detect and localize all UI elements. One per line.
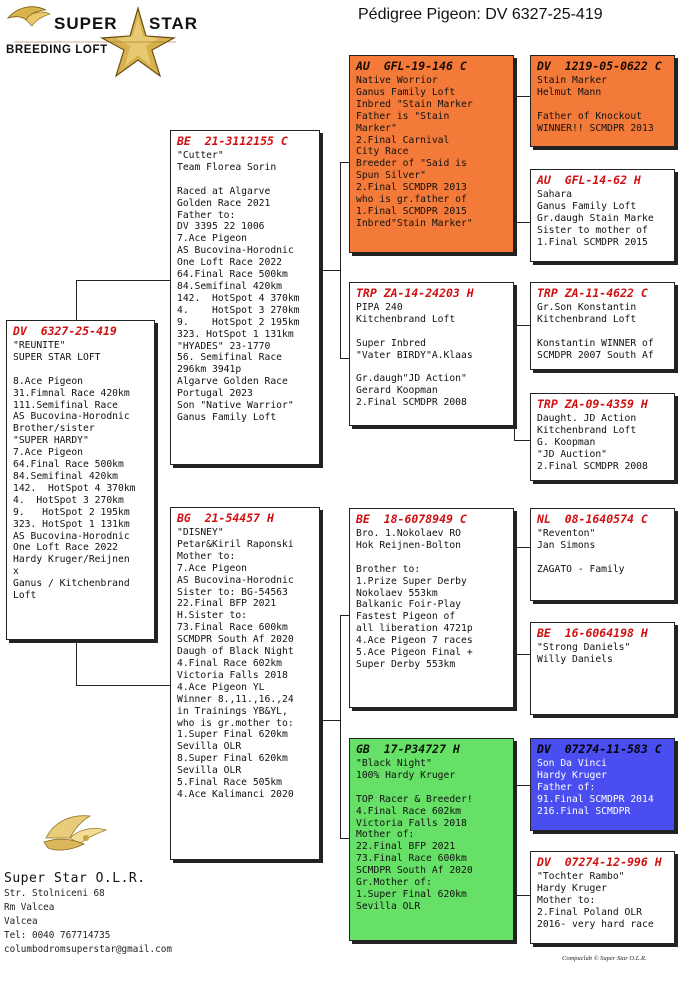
ring-number: DV 6327-25-419 [13, 324, 117, 338]
ring-number: BE 21-3112155 C [177, 134, 288, 148]
ring-number: DV 07274-11-583 C [537, 742, 662, 756]
pigeon-info: "Reventon" Jan Simons ZAGATO - Family [537, 528, 625, 575]
dove-logo-icon [40, 808, 110, 862]
pigeon-info: Bro. 1.Nokolaev RO Hok Reijnen-Bolton Brother to: 1.Prize Super Derby Nokolaev 553km Balkanic Foir-Play Fastest Pigeon of all liberation 4721p 4.Ace Pigeon 7 races 5.Ace Pigeon Final + Super Derby 553km [356, 528, 473, 670]
page-title: Pédigree Pigeon: DV 6327-25-419 [358, 6, 603, 23]
pigeon-info: "Tochter Rambo" Hardy Kruger Mother to: 2.Final Poland OLR 2016- very hard race [537, 871, 654, 930]
pigeon-info: Stain Marker Helmut Mann Father of Knockout WINNER!! SCMDPR 2013 [537, 75, 654, 134]
footer-org-name: Super Star O.L.R. [4, 871, 146, 886]
pigeon-card-sire-dam[interactable] [349, 282, 514, 426]
ring-number: DV 07274-12-996 H [537, 855, 662, 869]
connector [514, 785, 515, 895]
connector [320, 720, 340, 721]
connector [514, 325, 530, 326]
ring-number: BG 21-54457 H [177, 511, 274, 525]
pigeon-info: Son Da Vinci Hardy Kruger Father of: 91.Final SCMDPR 2014 216.Final SCMDPR [537, 758, 654, 817]
connector [340, 358, 349, 359]
pigeon-info: "Cutter" Team Florea Sorin Raced at Algarve Golden Race 2021 Father to: DV 3395 22 1006 7.Ace Pigeon AS Bucovina-Horodnic One Loft Race 2022 64.Final Race 500km 84.Semifinal 420km 142. HotSpot 4 370km 4. HotSpot 3 270km 9. HotSpot 2 195km 323. HotSpot 1 131km "HYADES" 23-1770 56. Semifinal Race 296km 3941p Algarve Golden Race Portugal 2023 Son "Native Warrior" Ganus Family Loft [177, 150, 300, 423]
connector [320, 270, 340, 271]
connector [514, 785, 530, 786]
ring-number: BE 16-6064198 H [537, 626, 648, 640]
connector [514, 654, 530, 655]
connector [340, 838, 349, 839]
ring-number: BE 18-6078949 C [356, 512, 467, 526]
pigeon-info: PIPA 240 Kitchenbrand Loft Super Inbred "Vater BIRDY"A.Klaas Gr.daugh"JD Action" Gerard Koopman 2.Final SCMDPR 2008 [356, 302, 473, 409]
ring-number: NL 08-1640574 C [537, 512, 648, 526]
ring-number: TRP ZA-14-24203 H [356, 286, 474, 300]
pigeon-card-sds[interactable] [530, 282, 675, 370]
connector [76, 685, 171, 686]
pigeon-card-subject[interactable] [6, 320, 155, 640]
connector [514, 547, 515, 654]
pigeon-card-dam-dam[interactable] [349, 738, 514, 941]
logo-line-super: SUPER [54, 14, 118, 33]
ring-number: TRP ZA-11-4622 C [537, 286, 648, 300]
connector [514, 547, 530, 548]
footer-phone: Tel: 0040 767714735 [4, 930, 111, 941]
pigeon-info: Gr.Son Konstantin Kitchenbrand Loft Konstantin WINNER of SCMDPR 2007 South Af [537, 302, 654, 361]
ring-number: AU GFL-14-62 H [537, 173, 641, 187]
connector [514, 325, 515, 440]
footer-street: Str. Stolniceni 68 [4, 888, 105, 899]
pigeon-card-dss[interactable] [530, 508, 675, 601]
pigeon-card-sire-sire[interactable] [349, 55, 514, 253]
pigeon-card-sire[interactable] [170, 130, 320, 465]
connector [514, 895, 530, 896]
pigeon-info: Native Worrior Ganus Family Loft Inbred "Stain Marker Father is "Stain Marker" 2.Final Carnival City Race Breeder of "Said is Spun Silver" 2.Final SCMDPR 2013 who is gr.father of 1.Final SCMDPR 2015 Inbred"Stain Marker" [356, 75, 473, 229]
pigeon-card-sss[interactable] [530, 55, 675, 147]
connector [76, 640, 77, 685]
brand-logo [0, 0, 205, 78]
connector [340, 162, 341, 358]
pigeon-card-dam-sire[interactable] [349, 508, 514, 708]
connector [340, 615, 349, 616]
pigeon-info: Sahara Ganus Family Loft Gr.daugh Stain Marke Sister to mother of 1.Final SCMDPR 2015 [537, 189, 654, 248]
pigeon-card-sdd[interactable] [530, 393, 675, 481]
pigeon-card-dam[interactable] [170, 507, 320, 860]
ring-number: TRP ZA-09-4359 H [537, 397, 648, 411]
star-logo-icon [0, 0, 205, 78]
pigeon-info: "REUNITE" SUPER STAR LOFT 8.Ace Pigeon 31.Fimnal Race 420km 111.Semifinal Race AS Bucovina-Horodnic Brother/sister "SUPER HARDY" 7.Ace Pigeon 64.Final Race 500km 84.Semifinal 420km 142. HotSpot 4 370km 4. HotSpot 3 270km 9. HotSpot 2 195km 323. HotSpot 1 131km AS Bucovina-Horodnic One Loft Race 2022 Hardy Kruger/Reijnen x Ganus / Kitchenbrand Loft [13, 340, 136, 602]
connector [514, 440, 530, 441]
connector [514, 96, 530, 97]
pigeon-card-dsd[interactable] [530, 622, 675, 715]
connector [340, 162, 349, 163]
connector [76, 280, 171, 281]
pigeon-card-ssd[interactable] [530, 169, 675, 262]
pigeon-info: Daught. JD Action Kitchenbrand Loft G. Koopman "JD Auction" 2.Final SCMDPR 2008 [537, 413, 648, 472]
footer-city-1: Rm Valcea [4, 902, 55, 913]
footer-credit: Compuclub © Super Star O.L.R. [562, 955, 647, 962]
ring-number: AU GFL-19-146 C [356, 59, 467, 73]
pigeon-card-dds[interactable] [530, 738, 675, 831]
ring-number: DV 1219-05-0622 C [537, 59, 662, 73]
connector [76, 280, 77, 320]
pigeon-info: "Black Night" 100% Hardy Kruger TOP Racer & Breeder! 4.Final Race 602km Victoria Falls 2018 Mother of: 22.Final BFP 2021 73.Final Race 600km SCMDPR South Af 2020 Gr.Mother of: 1.Super Final 620km Sevilla OLR [356, 758, 473, 912]
logo-line-breeding: BREEDING LOFT [6, 44, 108, 56]
connector [340, 615, 341, 838]
ring-number: GB 17-P34727 H [356, 742, 460, 756]
footer-email[interactable]: columbodromsuperstar@gmail.com [4, 944, 172, 955]
footer-city-2: Valcea [4, 916, 38, 927]
pigeon-card-ddd[interactable] [530, 851, 675, 944]
pigeon-info: "DISNEY" Petar&Kiril Raponski Mother to: 7.Ace Pigeon AS Bucovina-Horodnic Sister to: BG-54563 22.Final BFP 2021 H.Sister to: 73.Final Race 600km SCMDPR South Af 2020 Daugh of Black Night 4.Final Race 602km Victoria Falls 2018 4.Ace Pigeon YL Winner 8.,11.,16.,24 in Trainings YB&YL, who is gr.mother to: 1.Super Final 620km Sevilla OLR 8.Super Final 620km Sevilla OLR 5.Final Race 505km 4.Ace Kalimanci 2020 [177, 527, 294, 800]
logo-line-star: STAR [149, 14, 199, 33]
connector [514, 96, 515, 222]
connector [514, 222, 530, 223]
pigeon-info: "Strong Daniels" Willy Daniels [537, 642, 631, 665]
